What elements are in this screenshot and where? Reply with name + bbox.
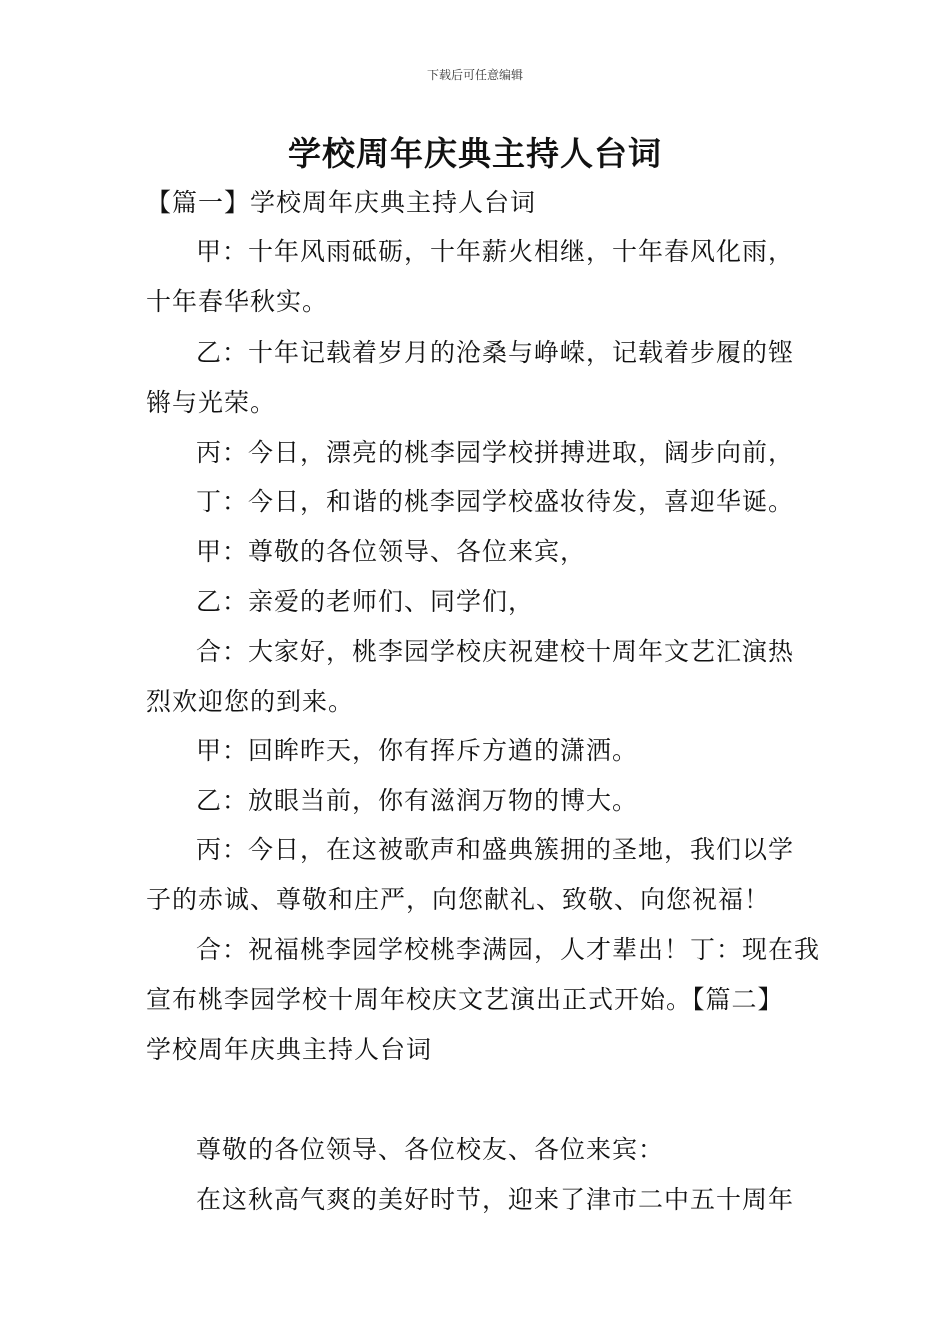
text-line: 锵与光荣。 (146, 388, 277, 417)
text-line: 甲：回眸昨天，你有挥斥方遒的潇洒。 (196, 736, 639, 765)
text-line: 丙：今日，在这被歌声和盛典簇拥的圣地，我们以学 (196, 835, 795, 864)
text-line: 宣布桃李园学校十周年校庆文艺演出正式开始。【篇二】 (146, 985, 784, 1014)
document-title: 学校周年庆典主持人台词 (288, 134, 662, 173)
text-line: 十年春华秋实。 (146, 287, 329, 316)
text-line: 尊敬的各位领导、各位校友、各位来宾： (196, 1135, 665, 1164)
text-line: 丁：今日，和谐的桃李园学校盛妆待发，喜迎华诞。 (196, 487, 795, 516)
section-heading-1: 【篇一】学校周年庆典主持人台词 (146, 188, 537, 217)
page-header: 下载后可任意编辑 (426, 68, 523, 82)
text-line: 合：大家好，桃李园学校庆祝建校十周年文艺汇演热 (196, 637, 795, 666)
text-line: 丙：今日，漂亮的桃李园学校拼搏进取，阔步向前， (196, 438, 795, 467)
text-line: 子的赤诚、尊敬和庄严，向您献礼、致敬、向您祝福！ (146, 885, 771, 914)
text-line: 合：祝福桃李园学校桃李满园，人才辈出！丁：现在我 (196, 935, 821, 964)
text-line: 学校周年庆典主持人台词 (146, 1035, 433, 1064)
text-line: 乙：亲爱的老师们、同学们， (196, 587, 535, 616)
text-line: 乙：放眼当前，你有滋润万物的博大。 (196, 786, 639, 815)
text-line: 烈欢迎您的到来。 (146, 687, 355, 716)
text-line: 乙：十年记载着岁月的沧桑与峥嵘，记载着步履的铿 (196, 338, 795, 367)
text-line: 在这秋高气爽的美好时节，迎来了津市二中五十周年 (196, 1185, 795, 1214)
text-line: 甲：十年风雨砥砺，十年薪火相继，十年春风化雨， (196, 237, 795, 266)
text-line: 甲：尊敬的各位领导、各位来宾， (196, 537, 587, 566)
